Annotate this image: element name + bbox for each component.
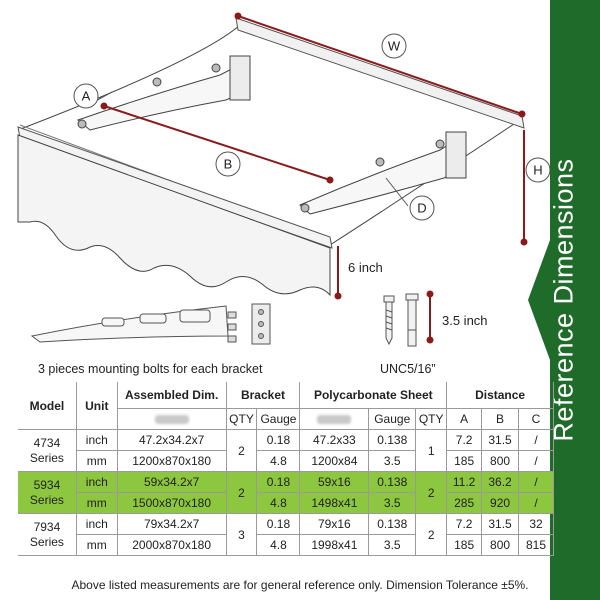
table-row xyxy=(18,472,554,493)
col-a: A xyxy=(447,409,482,430)
unit-cell: inch xyxy=(76,430,117,451)
assembled-cell: 1200x870x180 xyxy=(117,451,226,472)
distance-b-cell: 800 xyxy=(482,451,519,472)
sheet-gauge-cell: 0.138 xyxy=(369,430,416,451)
sheet-qty-cell: 2 xyxy=(416,514,447,556)
spec-table xyxy=(18,382,554,556)
distance-c-cell: 815 xyxy=(518,535,553,556)
col-sheet: Polycarbonate Sheet xyxy=(300,382,447,409)
bolts-icon xyxy=(384,294,418,346)
assembled-cell: 59x34.2x7 xyxy=(117,472,226,493)
bracket-gauge-cell: 4.8 xyxy=(257,535,300,556)
col-bracket: Bracket xyxy=(226,382,300,409)
six-inch-label: 6 inch xyxy=(348,260,383,275)
table-row xyxy=(18,514,554,535)
model-cell: 4734 Series xyxy=(18,430,76,472)
assembled-cell: 47.2x34.2x7 xyxy=(117,430,226,451)
table-row xyxy=(18,493,554,514)
distance-c-cell: / xyxy=(518,472,553,493)
dimension-label-d xyxy=(410,196,434,220)
bolt-thread-caption: UNC5/16” xyxy=(380,362,436,376)
distance-a-cell: 285 xyxy=(447,493,482,514)
col-b: B xyxy=(482,409,519,430)
sheet-unit-hint xyxy=(300,409,369,430)
unit-cell: mm xyxy=(76,535,117,556)
distance-a-cell: 11.2 xyxy=(447,472,482,493)
sheet-gauge-cell: 0.138 xyxy=(369,514,416,535)
svg-text:B: B xyxy=(223,156,233,172)
table-row xyxy=(18,451,554,472)
model-cell: 5934 Series xyxy=(18,472,76,514)
distance-a-cell: 185 xyxy=(447,451,482,472)
svg-text:H: H xyxy=(533,162,543,178)
bracket-right xyxy=(300,132,466,214)
col-c: C xyxy=(518,409,553,430)
dimension-label-a xyxy=(74,84,98,108)
bracket-gauge-cell: 4.8 xyxy=(257,451,300,472)
sheet-cell: 1498x41 xyxy=(300,493,369,514)
distance-a-cell: 7.2 xyxy=(447,430,482,451)
assembled-cell: 1500x870x180 xyxy=(117,493,226,514)
distance-b-cell: 800 xyxy=(482,535,519,556)
bracket-qty-cell: 3 xyxy=(226,514,257,556)
sheet-gauge-cell: 3.5 xyxy=(369,535,416,556)
col-model: Model xyxy=(18,382,76,430)
col-assembled: Assembled Dim. xyxy=(117,382,226,409)
col-bracket-gauge: Gauge xyxy=(257,409,300,430)
distance-c-cell: / xyxy=(518,430,553,451)
col-distance: Distance xyxy=(447,382,554,409)
dimension-label-b xyxy=(216,152,240,176)
tolerance-footnote: Above listed measurements are for general reference only. Dimension Tolerance ±5%. xyxy=(71,578,529,592)
bracket-gauge-cell: 0.18 xyxy=(257,472,300,493)
table-row xyxy=(18,430,554,451)
bracket-qty-cell: 2 xyxy=(226,472,257,514)
col-sheet-gauge: Gauge xyxy=(369,409,416,430)
sheet-qty-cell: 2 xyxy=(416,472,447,514)
bracket-gauge-cell: 4.8 xyxy=(257,493,300,514)
table-row xyxy=(18,535,554,556)
wall-strip xyxy=(236,18,524,128)
svg-text:D: D xyxy=(417,200,427,216)
assembled-unit-hint xyxy=(117,409,226,430)
dimension-label-w xyxy=(382,34,406,58)
unit-cell: mm xyxy=(76,493,117,514)
bracket-gauge-cell: 0.18 xyxy=(257,514,300,535)
sheet-gauge-cell: 3.5 xyxy=(369,493,416,514)
distance-b-cell: 920 xyxy=(482,493,519,514)
svg-text:W: W xyxy=(387,38,401,54)
three-five-inch-label: 3.5 inch xyxy=(442,313,488,328)
sheet-gauge-cell: 3.5 xyxy=(369,451,416,472)
col-unit: Unit xyxy=(76,382,117,430)
sheet-cell: 79x16 xyxy=(300,514,369,535)
distance-c-cell: / xyxy=(518,451,553,472)
distance-b-cell: 31.5 xyxy=(482,514,519,535)
distance-c-cell: / xyxy=(518,493,553,514)
sheet-qty-cell: 1 xyxy=(416,430,447,472)
mounting-bracket-detail xyxy=(32,304,270,344)
sheet-cell: 59x16 xyxy=(300,472,369,493)
col-sheet-qty: QTY xyxy=(416,409,447,430)
col-bracket-qty: QTY xyxy=(226,409,257,430)
assembled-cell: 79x34.2x7 xyxy=(117,514,226,535)
bracket-gauge-cell: 0.18 xyxy=(257,430,300,451)
sheet-cell: 47.2x33 xyxy=(300,430,369,451)
distance-c-cell: 32 xyxy=(518,514,553,535)
bracket-qty-cell: 2 xyxy=(226,430,257,472)
sheet-cell: 1998x41 xyxy=(300,535,369,556)
distance-b-cell: 36.2 xyxy=(482,472,519,493)
assembled-cell: 2000x870x180 xyxy=(117,535,226,556)
distance-b-cell: 31.5 xyxy=(482,430,519,451)
unit-cell: inch xyxy=(76,472,117,493)
distance-a-cell: 185 xyxy=(447,535,482,556)
draped-sheet xyxy=(18,135,330,295)
unit-cell: inch xyxy=(76,514,117,535)
mounting-bolts-caption: 3 pieces mounting bolts for each bracket xyxy=(38,362,263,376)
bracket-left xyxy=(78,56,250,130)
sheet-cell: 1200x84 xyxy=(300,451,369,472)
sheet-gauge-cell: 0.138 xyxy=(369,472,416,493)
unit-cell: mm xyxy=(76,451,117,472)
distance-a-cell: 7.2 xyxy=(447,514,482,535)
svg-text:A: A xyxy=(81,88,91,104)
model-cell: 7934 Series xyxy=(18,514,76,556)
reference-dimensions-title: Reference Dimensions xyxy=(548,158,579,442)
